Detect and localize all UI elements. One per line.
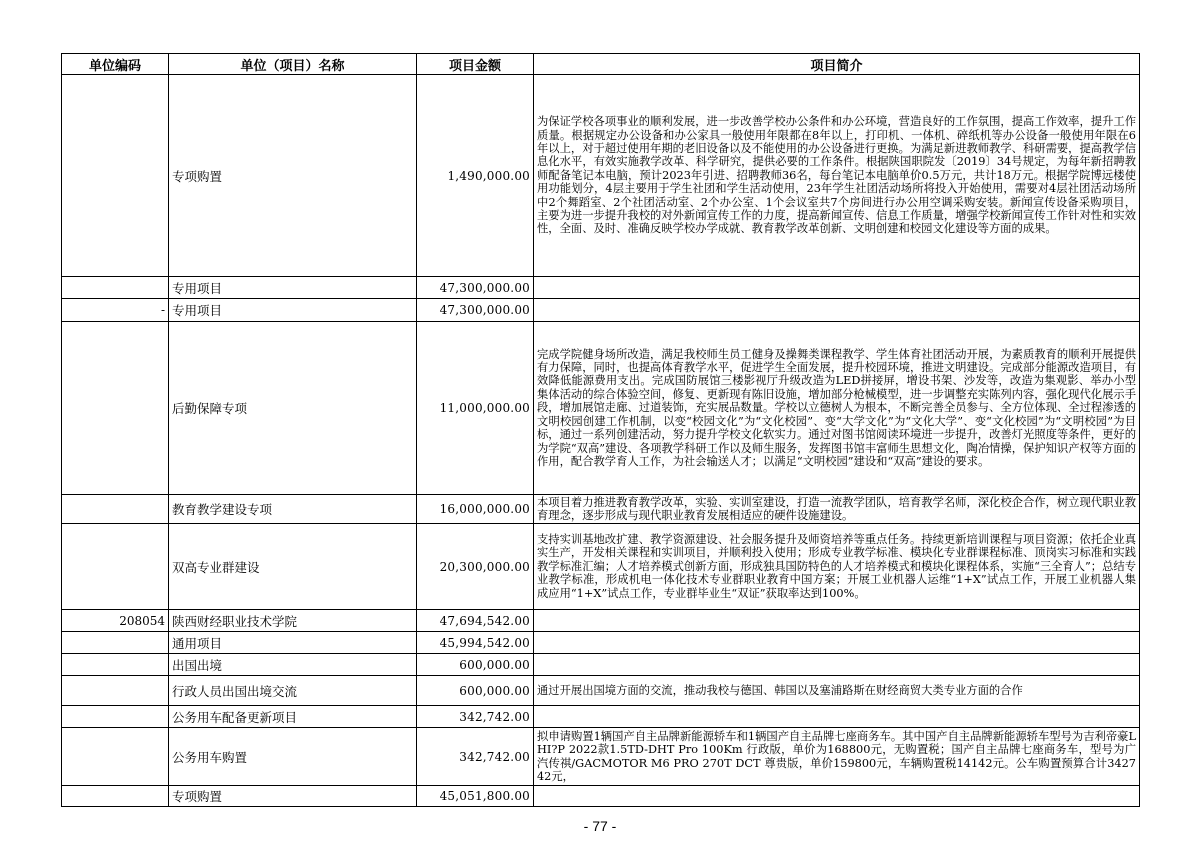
unit-code-cell	[62, 277, 169, 299]
description-cell	[534, 676, 1140, 706]
page-number: - 77 -	[583, 818, 617, 834]
header-amount: 项目金额	[417, 54, 534, 75]
unit-code-cell	[62, 632, 169, 654]
unit-name-cell: 专用项目	[169, 277, 417, 299]
table-header-row	[62, 54, 1140, 75]
description-cell	[534, 277, 1140, 299]
description-text: 为保证学校各项事业的顺利发展，进一步改善学校办公条件和办公环境，营造良好的工作氛围，提高工作效率，提升工作质量。根据规定办公设备和办公家具一般使用年限都在8年以上，打印机、一体机、碎纸机等办公设备一般使用年限在6年以上，对于超过使用年期的老旧设备以及不能使用的办公设备进行更换。为满足新进教师教学、科研需要，提高教学信息化水平，有效实施教学改革、科学研究，提供必要的工作条件。根据陕国职院发〔2019〕34号规定，为每年新招聘教师配备笔记本电脑，预计2023年引进、招聘教师36名，每台笔记本电脑单价0.5万元，共计18万元。根据学院博远楼使用功能划分，4层主要用于学生社团和学生活动使用，23年学生社团活动场所将投入开始使用，需要对4层社团活动场所中2个舞蹈室、2个社团活动室、2个办公室、1个会议室共7个房间进行办公用空调采购安装。新闻宣传设备采购项目，主要为进一步提升我校的对外新闻宣传工作的力度，提高新闻宣传、信息工作质量，增强学校新闻宣传工作针对性和实效性，全面、及时、准确反映学校办学成就、教育教学改革创新、文明创建和校园文化建设等方面的成果。	[537, 115, 1136, 236]
description-cell	[534, 610, 1140, 632]
unit-code-cell	[62, 676, 169, 706]
unit-name-cell: 双高专业群建设	[169, 524, 417, 610]
unit-name-cell: 后勤保障专项	[169, 322, 417, 495]
table-row	[62, 322, 1140, 495]
amount-cell: 47,300,000.00	[417, 299, 534, 322]
description-cell	[534, 786, 1140, 807]
amount-cell: 45,994,542.00	[417, 632, 534, 654]
unit-name-cell: 专项购置	[169, 75, 417, 277]
header-description: 项目简介	[534, 54, 1140, 75]
table-row	[62, 632, 1140, 654]
description-cell	[534, 632, 1140, 654]
table-row	[62, 610, 1140, 632]
description-text: 拟申请购置1辆国产自主品牌新能源轿车和1辆国产自主品牌七座商务车。其中国产自主品牌新能源轿车型号为吉利帝豪L HI?P 2022款1.5TD-DHT Pro 100Km 行政版，单价为168800元，无购置税；国产自主品牌七座商务车，型号为广汽传祺/GACMOTOR M6 PRO 270T DCT 尊贵版，单价159800元，车辆购置税14142元。公车购置预算合计342742元，	[537, 729, 1136, 783]
description-cell	[534, 299, 1140, 322]
table-row	[62, 277, 1140, 299]
unit-code-cell: 208054	[62, 610, 169, 632]
unit-code-cell	[62, 706, 169, 728]
description-text: 通过开展出国境方面的交流，推动我校与德国、韩国以及塞浦路斯在财经商贸大类专业方面的合作	[537, 683, 1023, 697]
unit-code-cell	[62, 524, 169, 610]
table-row	[62, 706, 1140, 728]
unit-name-cell: 公务用车配备更新项目	[169, 706, 417, 728]
unit-code-cell	[62, 728, 169, 786]
unit-code-cell	[62, 786, 169, 807]
description-cell	[534, 706, 1140, 728]
unit-name-cell: 专用项目	[169, 299, 417, 322]
amount-cell: 47,694,542.00	[417, 610, 534, 632]
table-row	[62, 786, 1140, 807]
description-cell	[534, 322, 1140, 495]
unit-name-cell: 公务用车购置	[169, 728, 417, 786]
table-row	[62, 728, 1140, 786]
header-unit-code: 单位编码	[62, 54, 169, 75]
table-row	[62, 654, 1140, 676]
description-text: 本项目着力推进教育教学改革，实验、实训室建设，打造一流教学团队，培育教学名师，深化校企合作，树立现代职业教育理念，逐步形成与现代职业教育发展相适应的硬件设施建设。	[537, 495, 1136, 522]
amount-cell: 342,742.00	[417, 706, 534, 728]
table-row	[62, 676, 1140, 706]
unit-code-cell	[62, 654, 169, 676]
table-row	[62, 299, 1140, 322]
unit-name-cell: 行政人员出国出境交流	[169, 676, 417, 706]
amount-cell: 600,000.00	[417, 654, 534, 676]
description-cell	[534, 728, 1140, 786]
table-row	[62, 495, 1140, 524]
description-cell	[534, 495, 1140, 524]
amount-cell: 11,000,000.00	[417, 322, 534, 495]
amount-cell: 47,300,000.00	[417, 277, 534, 299]
unit-code-cell	[62, 75, 169, 277]
description-cell	[534, 524, 1140, 610]
unit-code-cell	[62, 495, 169, 524]
amount-cell: 16,000,000.00	[417, 495, 534, 524]
amount-cell: 20,300,000.00	[417, 524, 534, 610]
unit-name-cell: 出国出境	[169, 654, 417, 676]
unit-code-cell: -	[62, 299, 169, 322]
table-row	[62, 524, 1140, 610]
unit-name-cell: 教育教学建设专项	[169, 495, 417, 524]
description-cell	[534, 654, 1140, 676]
amount-cell: 342,742.00	[417, 728, 534, 786]
description-text: 支持实训基地改扩建、教学资源建设、社会服务提升及师资培养等重点任务。持续更新培训课程与项目资源；依托企业真实生产，开发相关课程和实训项目，并顺利投入使用；形成专业教学标准、模块化专业群课程标准、顶岗实习标准和实践教学标准汇编；人才培养模式创新方面，形成独具国防特色的人才培养模式和模块化课程体系，实施“三全育人”；总结专业教学标准，形成机电一体化技术专业群职业教育中国方案；开展工业机器人运维“1+X”试点工作，开展工业机器人集成应用“1+X”试点工作，专业群毕业生“双证”获取率达到100%。	[537, 532, 1136, 600]
table-row	[62, 75, 1140, 277]
description-cell	[534, 75, 1140, 277]
description-text: 完成学院健身场所改造，满足我校师生员工健身及操舞类课程教学、学生体育社团活动开展，为素质教育的顺利开展提供有力保障，同时，也提高体育教学水平，促进学生全面发展，提升校园环境，推进文明建设。完成部分能源改造项目，有效降低能源费用支出。完成国防展馆三楼影视厅升级改造为LED拼接屏，增设书架、沙发等，改造为集观影、举办小型集体活动的综合体验空间，修复、更新现有陈旧设施，增加部分枪械模型，进一步调整充实陈列内容，强化现代化展示手段，增加展馆走廊、过道装饰，充实展品数量。学校以立德树人为根本，不断完善全员参与、全方位体现、全过程渗透的文明校园创建工作机制，以变“校园文化”为“文化校园”、变“大学文化”为“文化大学”、变“文化校园”为“文明校园”为目标，通过一系列创建活动，努力提升学校文化软实力。通过对图书馆阅读环境进一步提升，改善灯光照度等条件，更好的为学院“双高”建设、各项教学科研工作以及师生服务，发挥图书馆丰富师生思想文化，陶冶情操，保护知识产权等方面的作用，配合教学育人工作，为社会输送人才；以满足“文明校园”建设和“双高”建设的要求。	[537, 347, 1136, 468]
unit-name-cell: 通用项目	[169, 632, 417, 654]
unit-code-cell	[62, 322, 169, 495]
header-unit-name: 单位（项目）名称	[169, 54, 417, 75]
unit-name-cell: 陕西财经职业技术学院	[169, 610, 417, 632]
unit-name-cell: 专项购置	[169, 786, 417, 807]
budget-table	[61, 53, 1140, 807]
amount-cell: 45,051,800.00	[417, 786, 534, 807]
amount-cell: 1,490,000.00	[417, 75, 534, 277]
amount-cell: 600,000.00	[417, 676, 534, 706]
